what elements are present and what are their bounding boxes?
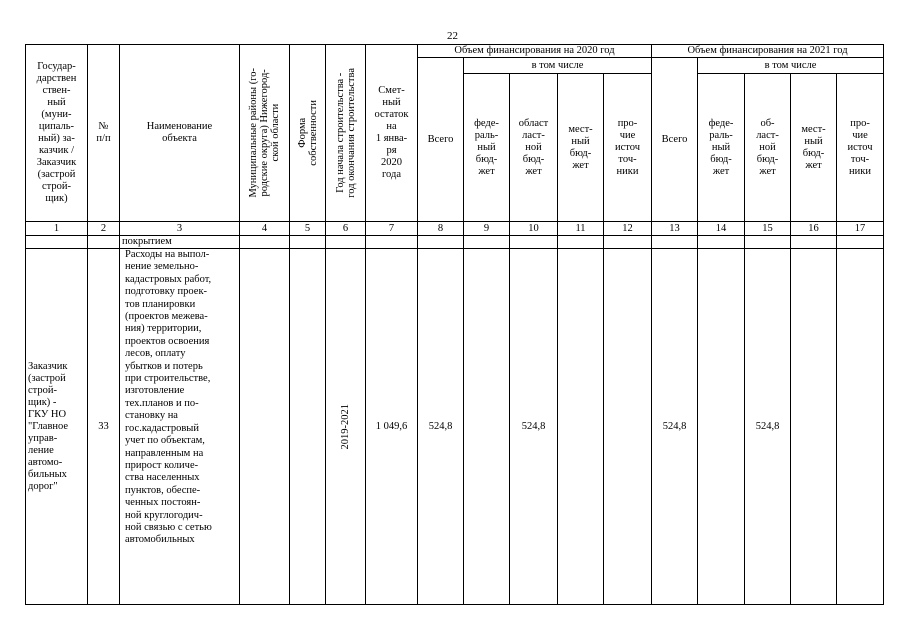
column-number: 9 (464, 222, 510, 236)
column-number: 10 (510, 222, 558, 236)
row-total-2021: 524,8 (652, 249, 698, 605)
header-other-2021: про- чие источ точ- ники (837, 74, 884, 222)
page-number: 22 (447, 30, 458, 42)
header-ownership: Форма собственности (290, 45, 326, 222)
column-number: 4 (240, 222, 290, 236)
header-other-2020: про- чие источ точ- ники (604, 74, 652, 222)
header-funding-2021: Объем финансирования на 2021 год (652, 45, 884, 58)
continuation-row (26, 236, 884, 249)
column-number: 6 (326, 222, 366, 236)
column-number: 1 (26, 222, 88, 236)
header-estimate-balance: Смет- ный остаток на 1 янва- ря 2020 года (366, 45, 418, 222)
header-object-name: Наименование объекта (120, 45, 240, 222)
table-row (26, 249, 884, 605)
header-total-2021: Всего (652, 58, 698, 222)
column-number: 2 (88, 222, 120, 236)
row-regional-2021: 524,8 (745, 249, 791, 605)
row-number: 33 (88, 249, 120, 605)
row-years: 2019-2021 (326, 249, 366, 605)
column-number: 13 (652, 222, 698, 236)
row-description: Расходы на выпол- нение земельно- кадастровых работ, подготовку проек- тов планировки (проектов межева- ния) территории, проектов освоения лесов, оплату убытков и потерь при строительстве, изготовление тех.планов и по- становку на гос.кадастровый учет по объектам, направленным на прирост количе- ства населенных пунктов, обеспе- ченных постоян- ной круглогодич- ной связью с сетью автомобильных (120, 249, 240, 605)
column-number: 15 (745, 222, 791, 236)
header-including-2020: в том числе (464, 58, 652, 74)
row-customer: Заказчик (застрой строй- щик) - ГКУ НО "Главное управ- ление автомо- бильных дорог" (26, 249, 88, 605)
column-number: 16 (791, 222, 837, 236)
continuation-text: покрытием (120, 236, 240, 249)
column-number-row (26, 222, 884, 236)
header-districts: Муниципальные районы (го- родские округа) Нижегород- ской области (240, 45, 290, 222)
header-including-2021: в том числе (698, 58, 884, 74)
column-number: 7 (366, 222, 418, 236)
header-customer: Государ- дарствен ствен- ный (муни- ципаль- ный) за- казчик / Заказчик (застрой строй- щик) (26, 45, 88, 222)
header-regional-2021: об- ласт- ной бюд- жет (745, 74, 791, 222)
row-estimate-balance: 1 049,6 (366, 249, 418, 605)
header-funding-2020: Объем финансирования на 2020 год (418, 45, 652, 58)
column-number: 12 (604, 222, 652, 236)
column-number: 8 (418, 222, 464, 236)
header-federal-2020: феде- раль- ный бюд- жет (464, 74, 510, 222)
header-federal-2021: феде- раль- ный бюд- жет (698, 74, 745, 222)
column-number: 3 (120, 222, 240, 236)
header-number: № п/п (88, 45, 120, 222)
row-total-2020: 524,8 (418, 249, 464, 605)
column-number: 17 (837, 222, 884, 236)
financing-table (25, 44, 884, 605)
header-regional-2020: област ласт- ной бюд- жет (510, 74, 558, 222)
header-local-2020: мест- ный бюд- жет (558, 74, 604, 222)
header-years: Год начала строительства - год окончания строительства (326, 45, 366, 222)
column-number: 11 (558, 222, 604, 236)
row-regional-2020: 524,8 (510, 249, 558, 605)
column-number: 5 (290, 222, 326, 236)
header-total-2020: Всего (418, 58, 464, 222)
column-number: 14 (698, 222, 745, 236)
header-local-2021: мест- ный бюд- жет (791, 74, 837, 222)
